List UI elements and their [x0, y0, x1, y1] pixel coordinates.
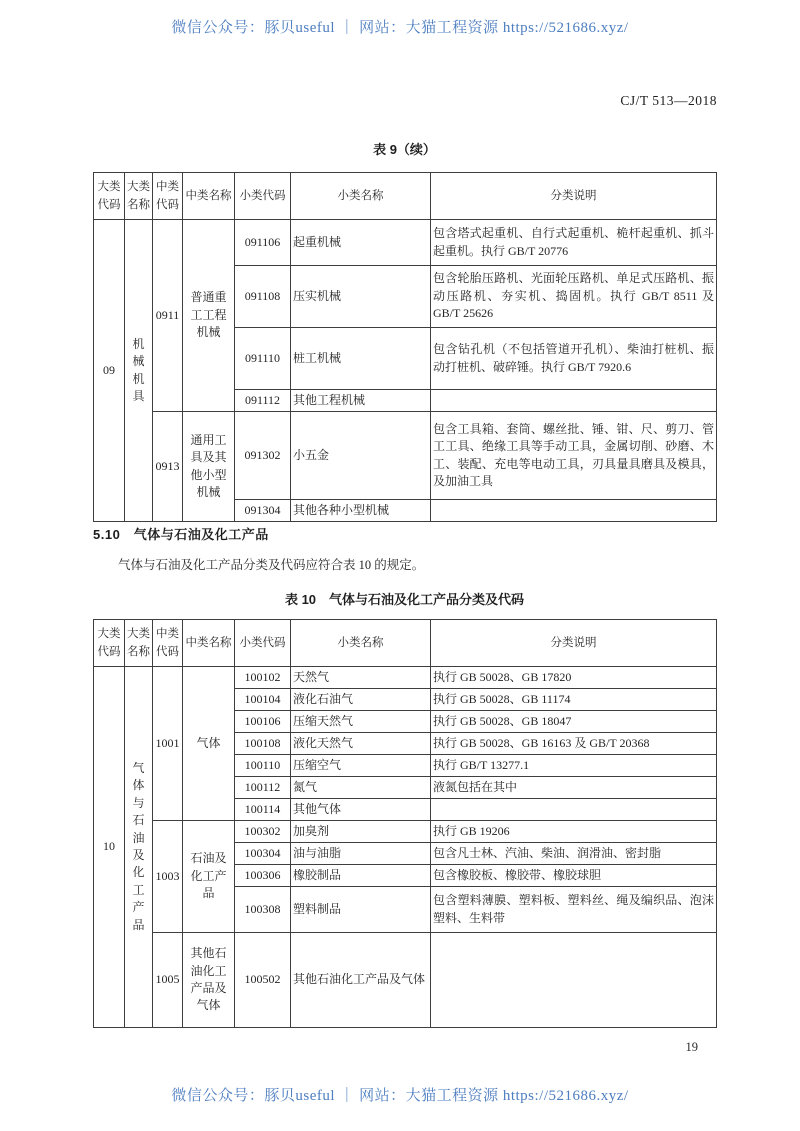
cell-mid-name: 其他石油化工产品及气体: [183, 933, 235, 1028]
cell-desc: [431, 500, 717, 522]
cell-sub-code: 091110: [235, 328, 291, 390]
cell-sub-name: 液化天然气: [291, 733, 431, 755]
cell-sub-code: 100104: [235, 689, 291, 711]
cell-sub-code: 100102: [235, 667, 291, 689]
doc-number: CJ/T 513—2018: [620, 93, 717, 108]
cell-sub-code: 091108: [235, 266, 291, 328]
table-row: [94, 667, 717, 689]
cell-sub-name: 其他工程机械: [291, 390, 431, 412]
column-header: 分类说明: [431, 620, 717, 667]
cell-sub-name: 桩工机械: [291, 328, 431, 390]
column-header: 小类代码: [235, 173, 291, 220]
column-header: 小类代码: [235, 620, 291, 667]
cell-sub-code: 091304: [235, 500, 291, 522]
cell-sub-code: 100114: [235, 799, 291, 821]
table10: [93, 619, 717, 1028]
cell-sub-name: 橡胶制品: [291, 865, 431, 887]
page-number: 19: [685, 1040, 698, 1054]
cell-desc: 包含轮胎压路机、光面轮压路机、单足式压路机、振动压路机、夯实机、捣固机。执行 GB/T 8511 及 GB/T 25626: [431, 266, 717, 328]
cell-major-code: 10: [94, 667, 125, 1028]
cell-sub-code: 091112: [235, 390, 291, 412]
cell-sub-code: 100108: [235, 733, 291, 755]
cell-sub-name: 液化石油气: [291, 689, 431, 711]
cell-sub-name: 油与油脂: [291, 843, 431, 865]
cell-sub-name: 塑料制品: [291, 887, 431, 933]
footer-watermark-link[interactable]: 微信公众号：豚贝useful ｜ 网站：大猫工程资源 https://521686.xyz/: [171, 1088, 629, 1104]
cell-sub-name: 压实机械: [291, 266, 431, 328]
cell-desc: 包含橡胶板、橡胶带、橡胶球胆: [431, 865, 717, 887]
cell-mid-name: 气体: [183, 667, 235, 821]
cell-desc: 执行 GB 50028、GB 11174: [431, 689, 717, 711]
cell-sub-code: 100106: [235, 711, 291, 733]
cell-major-name: 气体与石油及化工产品: [125, 667, 153, 1028]
cell-sub-code: 100304: [235, 843, 291, 865]
cell-desc: [431, 390, 717, 412]
cell-desc: 执行 GB 50028、GB 17820: [431, 667, 717, 689]
cell-sub-code: 100306: [235, 865, 291, 887]
table10-title: 表 10 气体与石油及化工产品分类及代码: [284, 592, 525, 607]
cell-mid-name: 普通重工工程机械: [183, 220, 235, 412]
cell-sub-name: 氮气: [291, 777, 431, 799]
column-header: 中类代码: [153, 620, 183, 667]
cell-desc: 包含钻孔机（不包括管道开孔机）、柴油打桩机、振动打桩机、破碎锤。执行 GB/T 7920.6: [431, 328, 717, 390]
cell-desc: 执行 GB 50028、GB 18047: [431, 711, 717, 733]
cell-sub-name: 天然气: [291, 667, 431, 689]
cell-sub-code: 100308: [235, 887, 291, 933]
cell-mid-code: 1005: [153, 933, 183, 1028]
column-header: 大类名称: [125, 173, 153, 220]
column-header: 大类代码: [94, 620, 125, 667]
cell-sub-name: 其他气体: [291, 799, 431, 821]
cell-sub-name: 加臭剂: [291, 821, 431, 843]
cell-sub-name: 小五金: [291, 412, 431, 500]
cell-desc: 执行 GB 19206: [431, 821, 717, 843]
cell-desc: 液氮包括在其中: [431, 777, 717, 799]
cell-mid-code: 1003: [153, 821, 183, 933]
cell-sub-code: 100112: [235, 777, 291, 799]
column-header: 分类说明: [431, 173, 717, 220]
cell-mid-name: 通用工具及其他小型机械: [183, 412, 235, 522]
cell-major-name: 机械机具: [125, 220, 153, 522]
section-paragraph: 气体与石油及化工产品分类及代码应符合表 10 的规定。: [118, 558, 425, 572]
cell-major-code: 09: [94, 220, 125, 522]
table9-header-row: [94, 173, 717, 220]
cell-sub-name: 起重机械: [291, 220, 431, 266]
header-watermark-link[interactable]: 微信公众号：豚贝useful ｜ 网站：大猫工程资源 https://521686.xyz/: [171, 20, 629, 36]
cell-desc: 执行 GB 50028、GB 16163 及 GB/T 20368: [431, 733, 717, 755]
table10-header-row: [94, 620, 717, 667]
cell-sub-code: 091302: [235, 412, 291, 500]
table9-title: 表 9（续）: [373, 142, 436, 157]
cell-desc: 执行 GB/T 13277.1: [431, 755, 717, 777]
cell-desc: 包含工具箱、套筒、螺丝批、锤、钳、尺、剪刀、管工工具、绝缘工具等手动工具，金属切削、砂磨、木工、装配、充电等电动工具，刃具量具磨具及模具，及加油工具: [431, 412, 717, 500]
cell-sub-code: 100110: [235, 755, 291, 777]
column-header: 中类名称: [183, 620, 235, 667]
cell-sub-code: 091106: [235, 220, 291, 266]
column-header: 大类代码: [94, 173, 125, 220]
table-row: [94, 933, 717, 1028]
column-header: 小类名称: [291, 173, 431, 220]
cell-mid-code: 0911: [153, 220, 183, 412]
cell-desc: 包含塔式起重机、自行式起重机、桅杆起重机、抓斗起重机。执行 GB/T 20776: [431, 220, 717, 266]
table-row: [94, 821, 717, 843]
column-header: 中类代码: [153, 173, 183, 220]
table-row: [94, 220, 717, 266]
cell-sub-name: 其他各种小型机械: [291, 500, 431, 522]
cell-sub-code: 100302: [235, 821, 291, 843]
cell-mid-code: 0913: [153, 412, 183, 522]
column-header: 小类名称: [291, 620, 431, 667]
section-heading: 5.10 气体与石油及化工产品: [93, 527, 269, 542]
cell-sub-name: 压缩天然气: [291, 711, 431, 733]
column-header: 中类名称: [183, 173, 235, 220]
cell-mid-name: 石油及化工产品: [183, 821, 235, 933]
table9: [93, 172, 717, 522]
cell-sub-name: 压缩空气: [291, 755, 431, 777]
cell-sub-name: 其他石油化工产品及气体: [291, 933, 431, 1028]
cell-desc: [431, 933, 717, 1028]
cell-sub-code: 100502: [235, 933, 291, 1028]
cell-desc: [431, 799, 717, 821]
cell-desc: 包含凡士林、汽油、柴油、润滑油、密封脂: [431, 843, 717, 865]
cell-desc: 包含塑料薄膜、塑料板、塑料丝、绳及编织品、泡沫塑料、生料带: [431, 887, 717, 933]
column-header: 大类名称: [125, 620, 153, 667]
cell-mid-code: 1001: [153, 667, 183, 821]
table-row: [94, 412, 717, 500]
